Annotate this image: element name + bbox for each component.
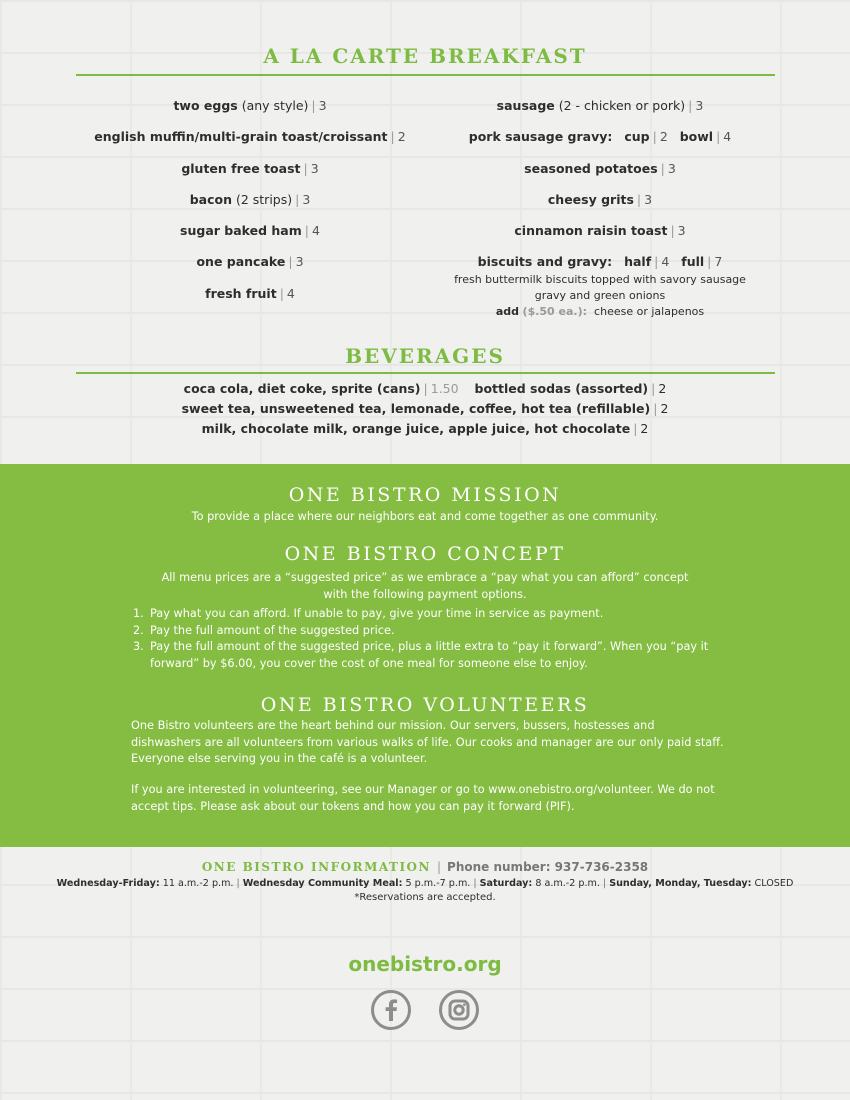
menu-item: pork sausage gravy: cup | 2 bowl | 4 [468, 129, 732, 145]
menu-item: english muffin/multi-grain toast/croissant | 2 [94, 129, 406, 145]
mission-title: ONE BISTRO MISSION [288, 484, 562, 506]
breakfast-right-column [430, 96, 770, 320]
breakfast-rule [76, 74, 775, 76]
breakfast-title: A LA CARTE BREAKFAST [263, 44, 587, 68]
beverage-line: coca cola, diet coke, sprite (cans) | 1.50 bottled sodas (assorted) | 2 [183, 381, 667, 396]
menu-item: sausage (2 - chicken or pork) | 3 [496, 98, 704, 113]
payment-options [133, 606, 723, 672]
facebook-icon[interactable] [371, 990, 411, 1030]
beverages-list [0, 379, 850, 439]
menu-item: sugar baked ham | 4 [180, 223, 320, 239]
payment-option: 1. Pay what you can afford. If unable to pay, give your time in service as payment. [133, 607, 604, 620]
concept-intro: All menu prices are a “suggested price” as we embrace a “pay what you can afford” concept with the following payment options. [161, 571, 689, 601]
menu-item: one pancake | 3 [196, 254, 304, 270]
website-link[interactable]: onebistro.org [348, 952, 502, 976]
menu-item: cheesy grits | 3 [547, 191, 653, 207]
menu-item: two eggs (any style) | 3 [173, 98, 327, 113]
menu-item-biscuits: biscuits and gravy: half | 4 full | 7 [477, 254, 723, 270]
biscuits-description: fresh buttermilk biscuits topped with savory sausage gravy and green onions add ($.50 ea.): cheese or jalapenos [454, 272, 746, 318]
bistro-information [0, 858, 850, 905]
volunteers-title: ONE BISTRO VOLUNTEERS [260, 694, 590, 716]
menu-item: seasoned potatoes | 3 [524, 160, 676, 176]
menu-item: gluten free toast | 3 [181, 160, 319, 176]
beverages-rule [76, 372, 775, 374]
menu-item: bacon (2 strips) | 3 [189, 191, 311, 207]
info-header: ONE BISTRO INFORMATION | Phone number: 937-736-2358 [201, 860, 649, 874]
instagram-icon[interactable] [439, 990, 479, 1030]
beverage-line: milk, chocolate milk, orange juice, apple juice, hot chocolate | 2 [201, 421, 649, 436]
beverages-title: BEVERAGES [345, 344, 505, 368]
reservations-note: *Reservations are accepted. [354, 892, 496, 903]
mission-text: To provide a place where our neighbors eat and come together as one community. [191, 510, 659, 523]
breakfast-left-column [60, 96, 440, 315]
info-band [0, 464, 850, 847]
concept-title: ONE BISTRO CONCEPT [284, 543, 566, 565]
menu-item: cinnamon raisin toast | 3 [514, 223, 686, 239]
volunteers-para1: One Bistro volunteers are the heart behind our mission. Our servers, bussers, hostesses and dishwashers are all volunteers from various walks of life. Our cooks and manager are our only paid staff. Everyone else serving you in the café is a volunteer. [131, 719, 724, 765]
beverage-line: sweet tea, unsweetened tea, lemonade, coffee, hot tea (refillable) | 2 [181, 401, 669, 416]
payment-option: 2. Pay the full amount of the suggested price. [133, 623, 395, 637]
payment-option: 3. Pay the full amount of the suggested price, plus a little extra to “pay it forward”. When you “pay it forward” by $6.00, you cover the cost of one meal for someone else to enjoy. [133, 640, 709, 670]
opening-hours: Wednesday-Friday: 11 a.m.-2 p.m. | Wednesday Community Meal: 5 p.m.-7 p.m. | Saturday: 8 a.m.-2 p.m. | Sunday, Monday, Tuesday: CLOSED [56, 878, 794, 889]
volunteers-para2: If you are interested in volunteering, see our Manager or go to www.onebistro.org/volunteer. We do not accept tips. Please ask about our tokens and how you can pay it forward (PIF). [131, 783, 715, 813]
menu-item: fresh fruit | 4 [205, 285, 295, 301]
